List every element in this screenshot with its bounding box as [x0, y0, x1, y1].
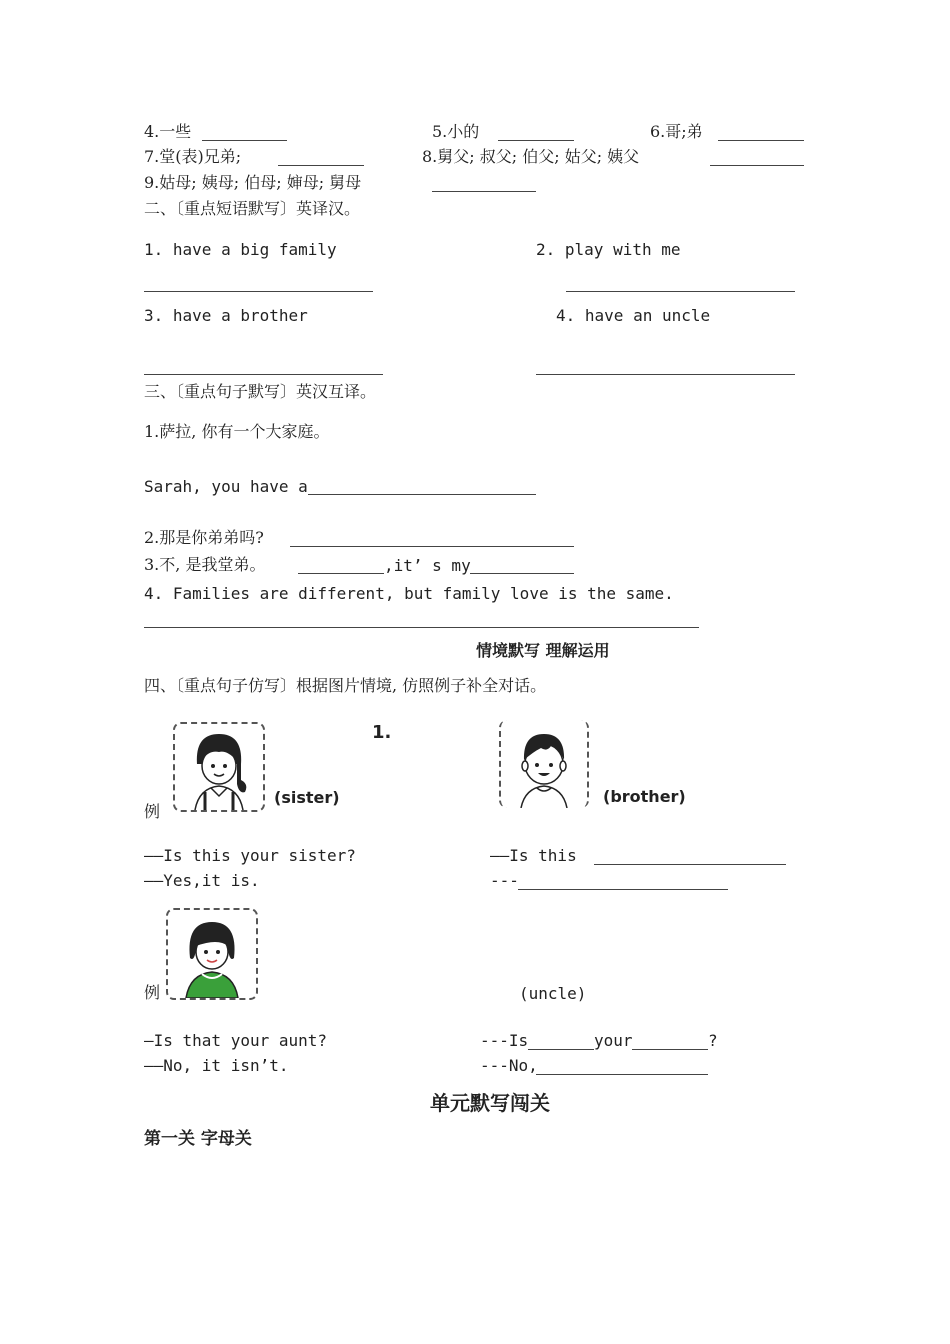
- answer-line[interactable]: [298, 573, 384, 574]
- phrase-4: 4. have an uncle: [556, 306, 711, 325]
- section-4-heading: 四、〔重点句子仿写〕根据图片情境, 仿照例子补全对话。: [144, 676, 547, 695]
- question-2a: ---Is: [480, 1031, 529, 1050]
- brother-picture: [499, 720, 589, 808]
- sentence-1-en: Sarah, you have a: [144, 477, 308, 496]
- answer-line[interactable]: [566, 291, 795, 292]
- question-1: ——Is this: [490, 846, 577, 865]
- vocab-8: 8.舅父; 叔父; 伯父; 姑父; 姨父: [422, 147, 640, 166]
- vocab-4: 4.一些: [144, 122, 192, 141]
- question-2b: your: [594, 1031, 633, 1050]
- vocab-9: 9.姑母; 姨母; 伯母; 婶母; 舅母: [144, 173, 362, 192]
- example2-question: —Is that your aunt?: [144, 1031, 328, 1050]
- vocab-6: 6.哥;弟: [650, 122, 703, 141]
- sister-picture: [173, 722, 265, 812]
- example-answer: ——Yes,it is.: [144, 871, 260, 890]
- answer-line[interactable]: [290, 546, 574, 547]
- example-question: ——Is this your sister?: [144, 846, 356, 865]
- answer-line[interactable]: [536, 374, 795, 375]
- boy-icon: [501, 720, 587, 808]
- woman-icon: [168, 910, 256, 998]
- section-2-heading: 二、〔重点短语默写〕英译汉。: [144, 199, 361, 218]
- example2-label: 例: [144, 983, 161, 1002]
- girl-icon: [175, 724, 263, 810]
- phrase-2: 2. play with me: [536, 240, 681, 259]
- brother-label: (brother): [603, 787, 686, 806]
- vocab-7: 7.堂(表)兄弟;: [144, 147, 242, 166]
- sister-label: (sister): [274, 788, 340, 807]
- answer-line[interactable]: [594, 864, 786, 865]
- answer-line[interactable]: [144, 291, 373, 292]
- blank[interactable]: [498, 140, 574, 141]
- answer-line[interactable]: [470, 573, 574, 574]
- answer-1: ---: [490, 871, 519, 890]
- aunt-picture: [166, 908, 258, 1000]
- sentence-3a: 3.不, 是我堂弟。: [144, 555, 266, 574]
- level-1-title: 第一关 字母关: [144, 1129, 252, 1149]
- blank[interactable]: [202, 140, 287, 141]
- phrase-1: 1. have a big family: [144, 240, 337, 259]
- vocab-5: 5.小的: [432, 122, 480, 141]
- phrase-3: 3. have a brother: [144, 306, 308, 325]
- sentence-4: 4. Families are different, but family love is the same.: [144, 584, 674, 603]
- answer-line[interactable]: [536, 1074, 708, 1075]
- answer-line[interactable]: [144, 627, 699, 628]
- blank[interactable]: [278, 165, 364, 166]
- sentence-2: 2.那是你弟弟吗?: [144, 528, 264, 547]
- example-label: 例: [144, 802, 161, 821]
- uncle-label: (uncle): [519, 984, 587, 1003]
- question-2c: ?: [708, 1031, 718, 1050]
- blank[interactable]: [718, 140, 804, 141]
- answer-2: ---No,: [480, 1056, 538, 1075]
- example2-answer: ——No, it isn’t.: [144, 1056, 289, 1075]
- answer-line[interactable]: [518, 889, 728, 890]
- sentence-3b: ,it’ s my: [384, 556, 471, 575]
- blank[interactable]: [710, 165, 804, 166]
- unit-title: 单元默写闯关: [430, 1091, 550, 1115]
- context-title: 情境默写 理解运用: [476, 641, 610, 660]
- answer-line[interactable]: [308, 494, 536, 495]
- answer-line[interactable]: [144, 374, 383, 375]
- blank[interactable]: [432, 191, 536, 192]
- answer-line[interactable]: [632, 1049, 708, 1050]
- answer-line[interactable]: [528, 1049, 594, 1050]
- section-3-heading: 三、〔重点句子默写〕英汉互译。: [144, 382, 377, 401]
- sentence-1-cn: 1.萨拉, 你有一个大家庭。: [144, 422, 330, 441]
- number-1: 1.: [372, 722, 392, 743]
